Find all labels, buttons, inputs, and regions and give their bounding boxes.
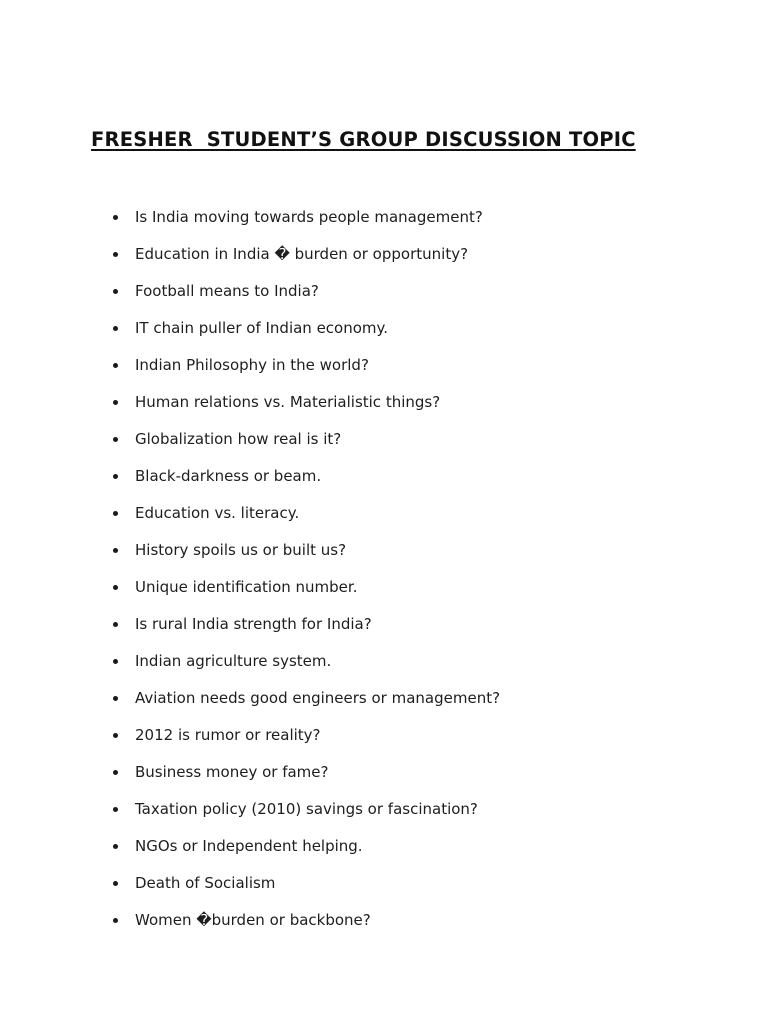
topic-text: Death of Socialism — [135, 874, 276, 892]
bullet-icon — [113, 585, 118, 590]
bullet-icon — [113, 437, 118, 442]
topic-text: History spoils us or built us? — [135, 541, 347, 559]
topic-text: Indian Philosophy in the world? — [135, 356, 369, 374]
document-title: FRESHER STUDENT’S GROUP DISCUSSION TOPIC — [91, 128, 636, 151]
topic-text: Human relations vs. Materialistic things? — [135, 393, 441, 411]
topic-text: Education in India � burden or opportunity? — [135, 245, 469, 263]
topic-text: IT chain puller of Indian economy. — [135, 319, 389, 337]
topic-text: Unique identification number. — [135, 578, 358, 596]
topic-text: Aviation needs good engineers or management? — [135, 689, 501, 707]
bullet-icon — [113, 548, 118, 553]
topic-text: NGOs or Independent helping. — [135, 837, 363, 855]
bullet-icon — [113, 659, 118, 664]
topic-text: Women �burden or backbone? — [135, 911, 371, 929]
topic-text: Indian agriculture system. — [135, 652, 332, 670]
topic-text: Education vs. literacy. — [135, 504, 300, 522]
bullet-icon — [113, 363, 118, 368]
bullet-icon — [113, 215, 118, 220]
bullet-icon — [113, 622, 118, 627]
topic-text: Taxation policy (2010) savings or fascination? — [135, 800, 478, 818]
topic-text: Black-darkness or beam. — [135, 467, 322, 485]
bullet-icon — [113, 474, 118, 479]
bullet-icon — [113, 918, 118, 923]
bullet-icon — [113, 844, 118, 849]
bullet-icon — [113, 400, 118, 405]
bullet-icon — [113, 289, 118, 294]
bullet-icon — [113, 511, 118, 516]
topic-text: Business money or fame? — [135, 763, 329, 781]
bullet-icon — [113, 770, 118, 775]
bullet-icon — [113, 881, 118, 886]
topic-text: Is rural India strength for India? — [135, 615, 372, 633]
bullet-icon — [113, 807, 118, 812]
topic-text: Globalization how real is it? — [135, 430, 342, 448]
bullet-icon — [113, 326, 118, 331]
bullet-icon — [113, 733, 118, 738]
bullet-icon — [113, 696, 118, 701]
topic-text: 2012 is rumor or reality? — [135, 726, 321, 744]
topic-text: Is India moving towards people management? — [135, 208, 483, 226]
bullet-icon — [113, 252, 118, 257]
topic-text: Football means to India? — [135, 282, 319, 300]
